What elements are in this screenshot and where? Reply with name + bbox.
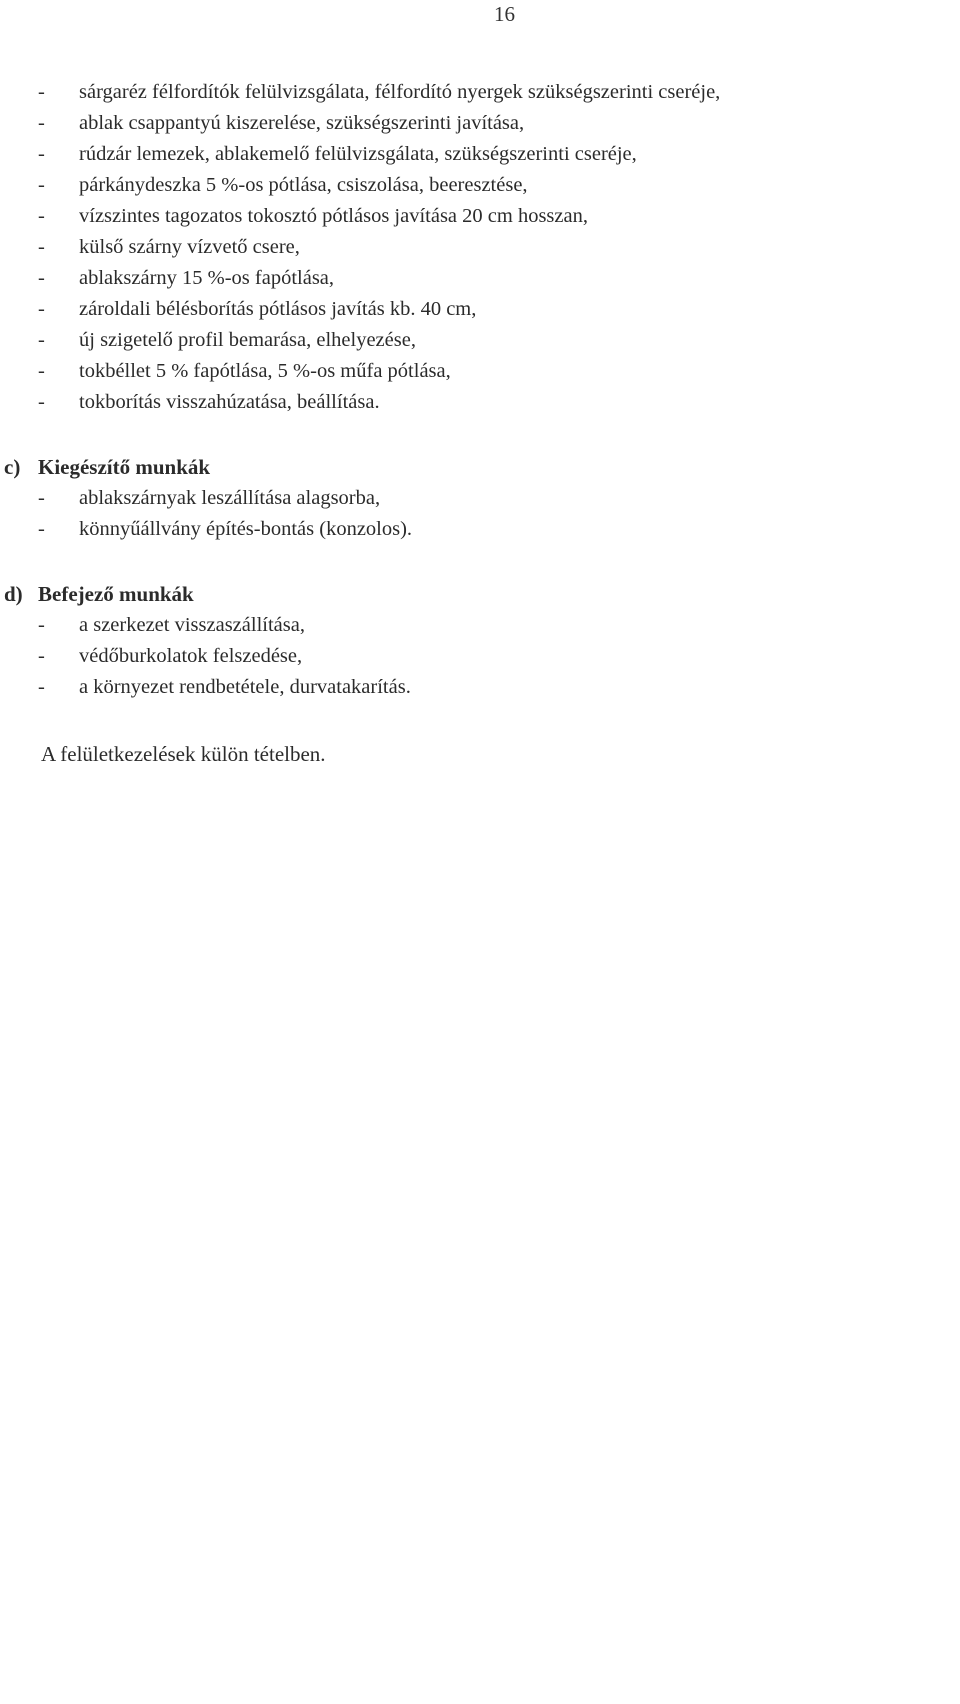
section-befejezo-munkak [0,579,940,703]
bullet-dash: - [38,329,45,351]
list-item [38,232,938,263]
list-item [38,325,938,356]
list-item-text: könnyűállvány építés-bontás (konzolos). [79,518,413,540]
page-number: 16 [494,2,515,26]
section-heading [0,579,940,610]
list-item-text: külső szárny vízvető csere, [79,236,300,258]
list-item [38,294,938,325]
bullet-dash: - [38,112,45,134]
bullet-dash: - [38,676,45,698]
list-item [38,170,938,201]
section-title: Kiegészítő munkák [38,455,211,479]
bullet-dash: - [38,174,45,196]
list-item-text: ablakszárnyak leszállítása alagsorba, [79,487,381,509]
closing-note: A felületkezelések külön tételben. [41,742,326,766]
list-item-text: a szerkezet visszaszállítása, [79,614,305,636]
list-item-text: sárgaréz félfordítók felülvizsgálata, félfordító nyergek szükségszerinti cseréje, [79,81,721,103]
bullet-dash: - [38,487,45,509]
bullet-dash: - [38,81,45,103]
list-item-text: tokborítás visszahúzatása, beállítása. [79,391,380,413]
list-item-text: védőburkolatok felszedése, [79,645,303,667]
list-item-text: a környezet rendbetétele, durvatakarítás. [79,676,411,698]
bullet-dash: - [38,614,45,636]
list-item [0,672,940,703]
list-item [38,356,938,387]
list-item [38,108,938,139]
list-item [38,263,938,294]
list-item [0,610,940,641]
bullet-dash: - [38,205,45,227]
list-item-text: vízszintes tagozatos tokosztó pótlásos javítása 20 cm hosszan, [79,205,588,227]
list-item [0,514,940,545]
section-letter: d) [4,582,23,606]
list-item-text: rúdzár lemezek, ablakemelő felülvizsgálata, szükségszerinti cseréje, [79,143,637,165]
list-item [0,483,940,514]
list-item-text: tokbéllet 5 % fapótlása, 5 %-os műfa pótlása, [79,360,451,382]
list-item [38,387,938,418]
bullet-dash: - [38,143,45,165]
section-letter: c) [4,455,21,479]
section-title: Befejező munkák [38,582,194,606]
section-heading [0,452,940,483]
list-item [38,201,938,232]
list-item-text: ablakszárny 15 %-os fapótlása, [79,267,335,289]
list-item-text: ablak csappantyú kiszerelése, szükségszerinti javítása, [79,112,525,134]
bullet-dash: - [38,391,45,413]
list-item [38,139,938,170]
list-item [0,641,940,672]
bullet-dash: - [38,360,45,382]
bullet-dash: - [38,267,45,289]
work-item-list [38,77,938,418]
bullet-dash: - [38,236,45,258]
list-item-text: zároldali bélésborítás pótlásos javítás kb. 40 cm, [79,298,477,320]
bullet-dash: - [38,645,45,667]
bullet-dash: - [38,298,45,320]
section-kiegeszito-munkak [0,452,940,545]
list-item-text: párkánydeszka 5 %-os pótlása, csiszolása, beeresztése, [79,174,528,196]
bullet-dash: - [38,518,45,540]
list-item [38,77,938,108]
list-item-text: új szigetelő profil bemarása, elhelyezése, [79,329,416,351]
